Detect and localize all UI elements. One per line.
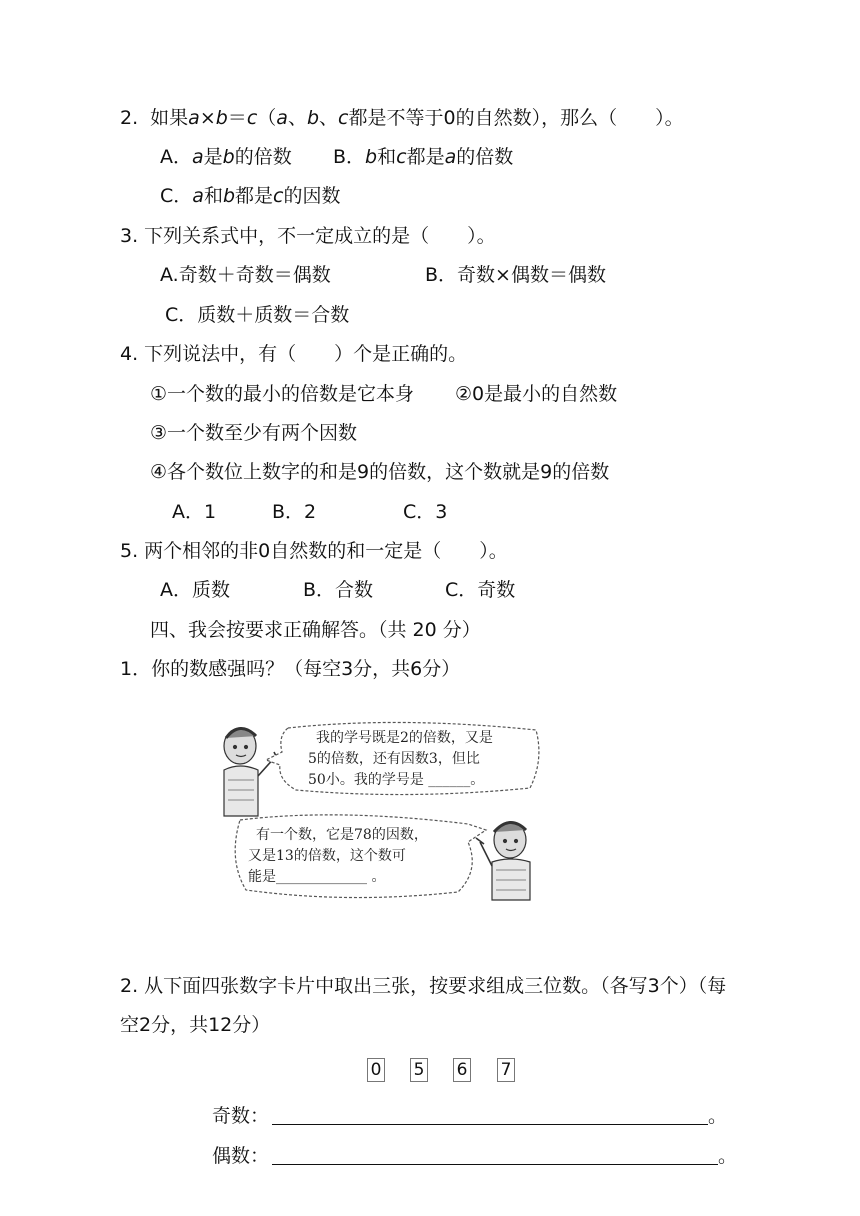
odd-answer-line[interactable] xyxy=(272,1124,708,1125)
var-c: c xyxy=(273,185,284,207)
bubble2-line1: 有一个数，它是78的因数， xyxy=(256,827,428,843)
odd-label: 奇数： xyxy=(212,1105,270,1127)
q3-option-c: C．质数＋质数＝合数 xyxy=(165,304,350,326)
option-letter: A． xyxy=(160,146,192,168)
q2-text-rest: 都是不等于0的自然数），那么（ ）。 xyxy=(348,107,684,129)
option-text: 和 xyxy=(203,185,223,207)
option-text: 都是 xyxy=(406,146,445,168)
boy-left-figure xyxy=(224,728,278,816)
q4-option-a: A．1 xyxy=(172,501,217,523)
option-text: 和 xyxy=(377,146,397,168)
q4-option-b: B．2 xyxy=(272,501,317,523)
q3-stem: 3. 下列关系式中，不一定成立的是（ ）。 xyxy=(120,225,496,247)
q5-option-a: A．质数 xyxy=(160,579,230,601)
number-card-6: 6 xyxy=(453,1058,471,1082)
option-text: 的因数 xyxy=(283,185,341,207)
bubble1-line3: 50小。我的学号是 ______。 xyxy=(308,772,485,788)
problem-1-stem: 1．你的数感强吗？（每空3分，共6分） xyxy=(120,658,461,680)
option-text: 的倍数 xyxy=(456,146,514,168)
var-b: b xyxy=(365,146,378,168)
separator: 、 xyxy=(319,107,339,129)
q3-option-a: A.奇数＋奇数＝偶数 xyxy=(160,264,331,286)
q2-stem xyxy=(120,104,684,132)
q4-option-c: C．3 xyxy=(403,501,448,523)
var-b: b xyxy=(306,107,320,129)
q4-statement-1: ①一个数的最小的倍数是它本身 xyxy=(150,383,415,405)
separator: 、 xyxy=(287,107,307,129)
q3-option-b: B．奇数×偶数＝偶数 xyxy=(425,264,606,286)
option-text: 的倍数 xyxy=(234,146,292,168)
var-a: a xyxy=(192,146,204,168)
var-a: a xyxy=(276,107,288,129)
number-card-5: 5 xyxy=(410,1058,428,1082)
kids-speech-illustration xyxy=(218,720,548,902)
bubble1-line2: 5的倍数，还有因数3，但比 xyxy=(308,751,480,767)
q4-statement-3: ③一个数至少有两个因数 xyxy=(150,422,358,444)
var-a: a xyxy=(444,146,457,168)
even-label: 偶数： xyxy=(212,1145,270,1167)
even-answer-line[interactable] xyxy=(272,1164,718,1165)
boy-right-figure xyxy=(476,822,530,900)
q4-stem: 4. 下列说法中，有（ ）个是正确的。 xyxy=(120,343,468,365)
option-text: 是 xyxy=(203,146,223,168)
bubble2-line2: 又是13的倍数，这个数可 xyxy=(248,848,406,864)
option-text: 都是 xyxy=(235,185,274,207)
number-card-0: 0 xyxy=(367,1058,385,1082)
times-sign: × xyxy=(199,107,216,129)
section-title: 四、我会按要求正确解答。（共 20 分） xyxy=(150,619,481,641)
q2-text-part: 如果 xyxy=(150,107,189,129)
var-c: c xyxy=(396,146,407,168)
q2-option-c xyxy=(160,182,341,210)
q4-statement-4: ④各个数位上数字的和是9的倍数，这个数就是9的倍数 xyxy=(150,461,610,483)
even-end-mark: 。 xyxy=(718,1145,738,1167)
q2-option-a xyxy=(160,143,292,171)
var-c: c xyxy=(338,107,349,129)
q5-stem: 5. 两个相邻的非0自然数的和一定是（ ）。 xyxy=(120,540,508,562)
number-card-7: 7 xyxy=(497,1058,515,1082)
odd-end-mark: 。 xyxy=(708,1105,728,1127)
var-c: c xyxy=(246,107,258,129)
var-b: b xyxy=(222,185,236,207)
problem-2-line2: 空2分，共12分） xyxy=(120,1014,271,1036)
var-a: a xyxy=(192,185,204,207)
option-letter: C． xyxy=(160,185,193,207)
bubble1-line1: 我的学号既是2的倍数，又是 xyxy=(316,730,493,746)
var-b: b xyxy=(215,107,228,129)
var-b: b xyxy=(222,146,235,168)
q5-option-c: C．奇数 xyxy=(445,579,516,601)
problem-2-line1: 2. 从下面四张数字卡片中取出三张，按要求组成三位数。（各写3个）（每 xyxy=(120,975,727,997)
q4-statement-2: ②0是最小的自然数 xyxy=(455,383,618,405)
q5-option-b: B．合数 xyxy=(303,579,374,601)
q2-option-b xyxy=(333,143,513,171)
paren-open: （ xyxy=(257,107,277,129)
equals-sign: ＝ xyxy=(227,107,247,129)
var-a: a xyxy=(188,107,200,129)
q2-number: 2. xyxy=(120,107,139,129)
option-letter: B． xyxy=(333,146,366,168)
bubble2-line3: 能是_____________ 。 xyxy=(248,869,386,885)
